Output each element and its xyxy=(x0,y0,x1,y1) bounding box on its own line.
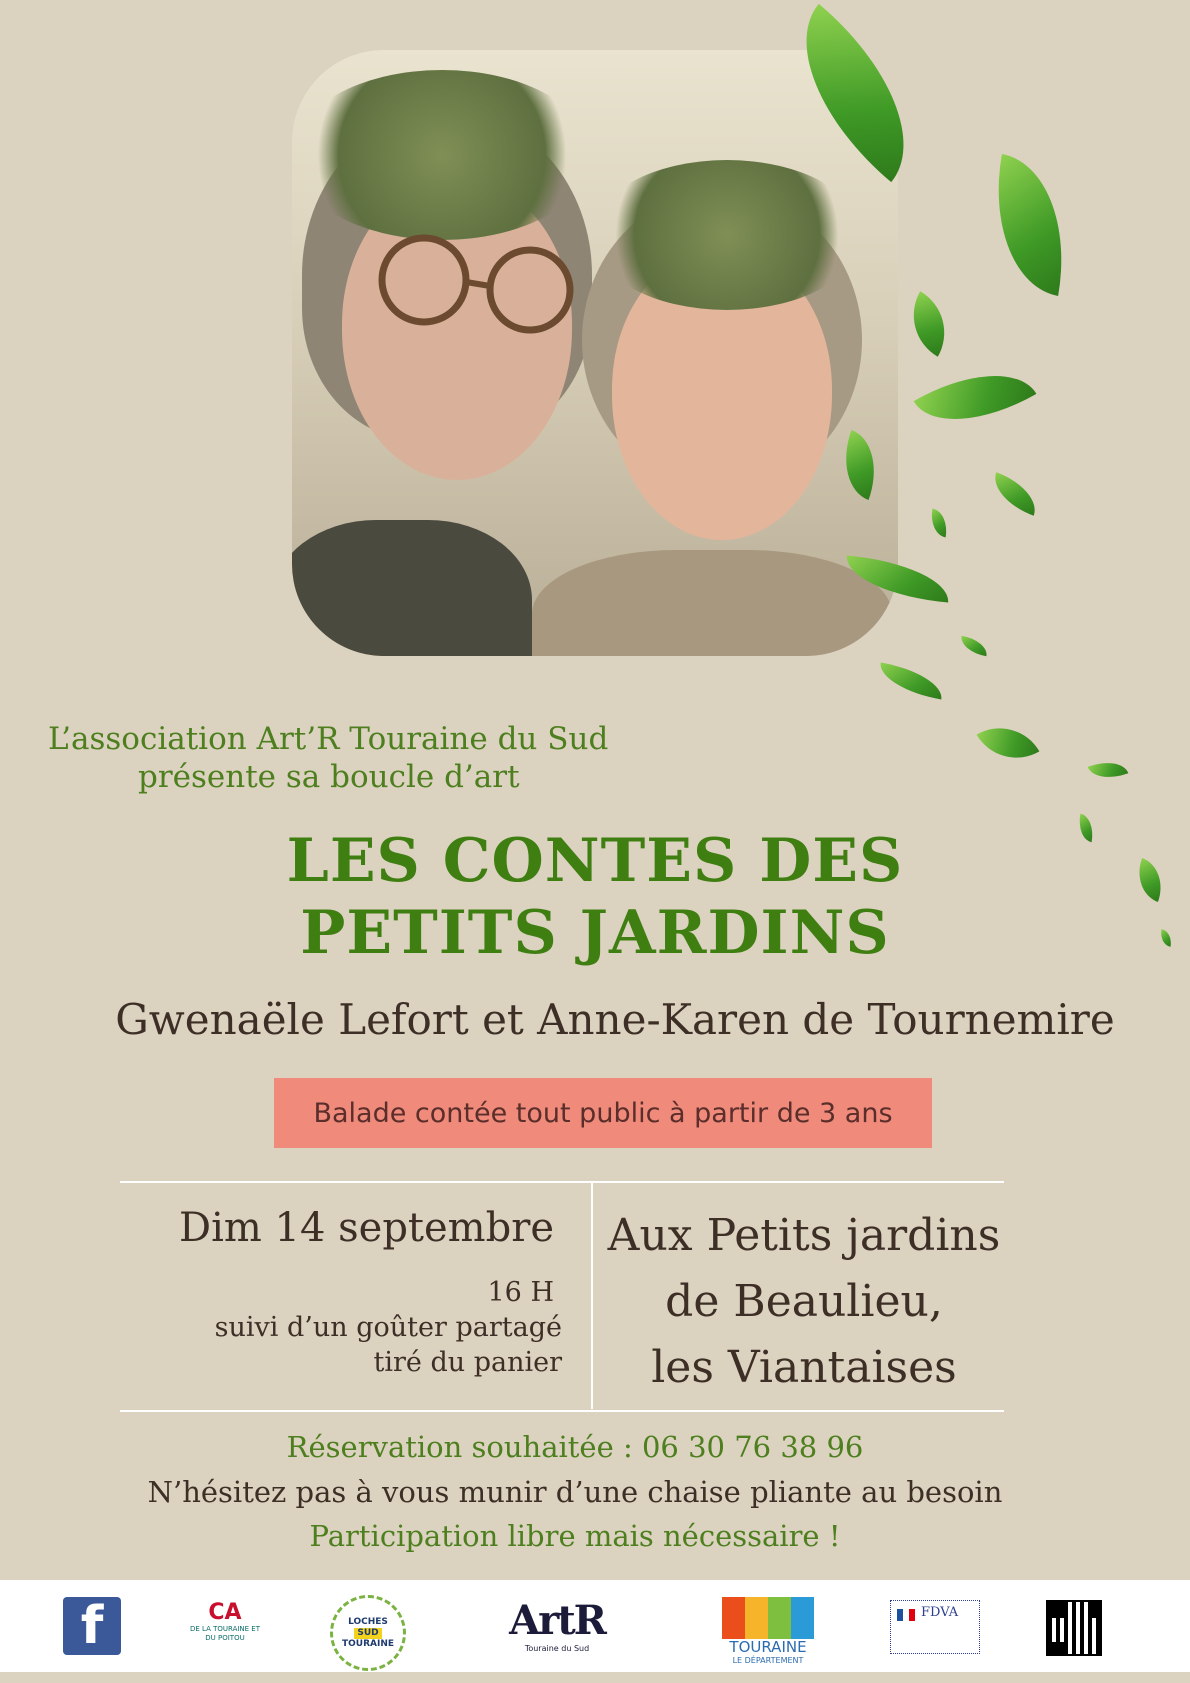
touraine-text: TOURAINE xyxy=(729,1638,807,1656)
leaf-decoration xyxy=(959,636,989,657)
french-flag-icon xyxy=(897,1609,915,1621)
reservation-info: Réservation souhaitée : 06 30 76 38 96 xyxy=(286,1430,864,1464)
title-line1: LES CONTES DES xyxy=(286,826,904,896)
leaf-decoration xyxy=(896,291,962,357)
touraine-emblem-icon xyxy=(722,1597,814,1639)
hero-photo xyxy=(292,50,898,656)
credit-agricole-logo xyxy=(185,1600,265,1660)
fdva-logo xyxy=(890,1600,980,1654)
association-intro xyxy=(48,720,608,796)
leaf-decoration xyxy=(914,346,1037,449)
chair-info: N’hésitez pas à vous munir d’une chaise pliante au besoin xyxy=(147,1475,1003,1509)
loches-text-2: SUD xyxy=(354,1628,381,1639)
person-right-body xyxy=(532,550,892,656)
event-place xyxy=(600,1203,1008,1401)
leaf-decoration xyxy=(977,712,1040,775)
herb-crown-right xyxy=(592,160,862,310)
leaf-decoration xyxy=(979,154,1080,296)
event-time-block xyxy=(215,1275,562,1380)
place-line2: de Beaulieu, xyxy=(665,1276,943,1327)
performers: Gwenaële Lefort et Anne-Karen de Tournemire xyxy=(115,995,1115,1044)
title-line2: PETITS JARDINS xyxy=(300,898,890,968)
leaf-decoration xyxy=(987,472,1044,515)
divider-top xyxy=(120,1181,1004,1183)
participation-info: Participation libre mais nécessaire ! xyxy=(309,1519,841,1553)
leaf-decoration xyxy=(1088,754,1129,785)
divider-bottom xyxy=(120,1410,1004,1412)
event-date: Dim 14 septembre xyxy=(179,1205,554,1251)
snack-line1: suivi d’un goûter partagé xyxy=(214,1312,562,1343)
audience-badge: Balade contée tout public à partir de 3 ans xyxy=(274,1078,932,1148)
herb-crown-left xyxy=(292,70,592,240)
leaf-decoration xyxy=(876,662,946,699)
fdva-text: FDVA xyxy=(921,1605,959,1620)
divider-vertical xyxy=(591,1183,593,1409)
place-line1: Aux Petits jardins xyxy=(607,1210,1001,1261)
event-title xyxy=(0,825,1190,969)
loches-sud-touraine-logo xyxy=(330,1595,406,1671)
qr-code-icon[interactable] xyxy=(1046,1600,1102,1656)
leaf-decoration xyxy=(928,509,950,538)
ca-text: DE LA TOURAINE ET DU POITOU xyxy=(189,1625,261,1642)
artr-subtitle: Touraine du Sud xyxy=(524,1644,590,1653)
facebook-icon[interactable]: f xyxy=(63,1597,121,1655)
artr-logo xyxy=(462,1598,652,1660)
glasses-icon xyxy=(362,230,592,340)
loches-text-3: TOURAINE xyxy=(341,1638,395,1649)
person-left-body xyxy=(292,520,532,656)
artr-wordmark: ArtR xyxy=(509,1597,605,1644)
ca-mark: CA xyxy=(208,1600,242,1625)
event-time: 16 H xyxy=(487,1277,554,1308)
place-line3: les Viantaises xyxy=(651,1342,957,1393)
loches-text-1: LOCHES xyxy=(348,1616,388,1627)
touraine-subtext: LE DÉPARTEMENT xyxy=(732,1656,804,1665)
snack-line2: tiré du panier xyxy=(373,1347,562,1378)
association-line2: présente sa boucle d’art xyxy=(138,759,520,795)
touraine-departement-logo xyxy=(722,1597,814,1667)
association-line1: L’association Art’R Touraine du Sud xyxy=(48,721,609,757)
